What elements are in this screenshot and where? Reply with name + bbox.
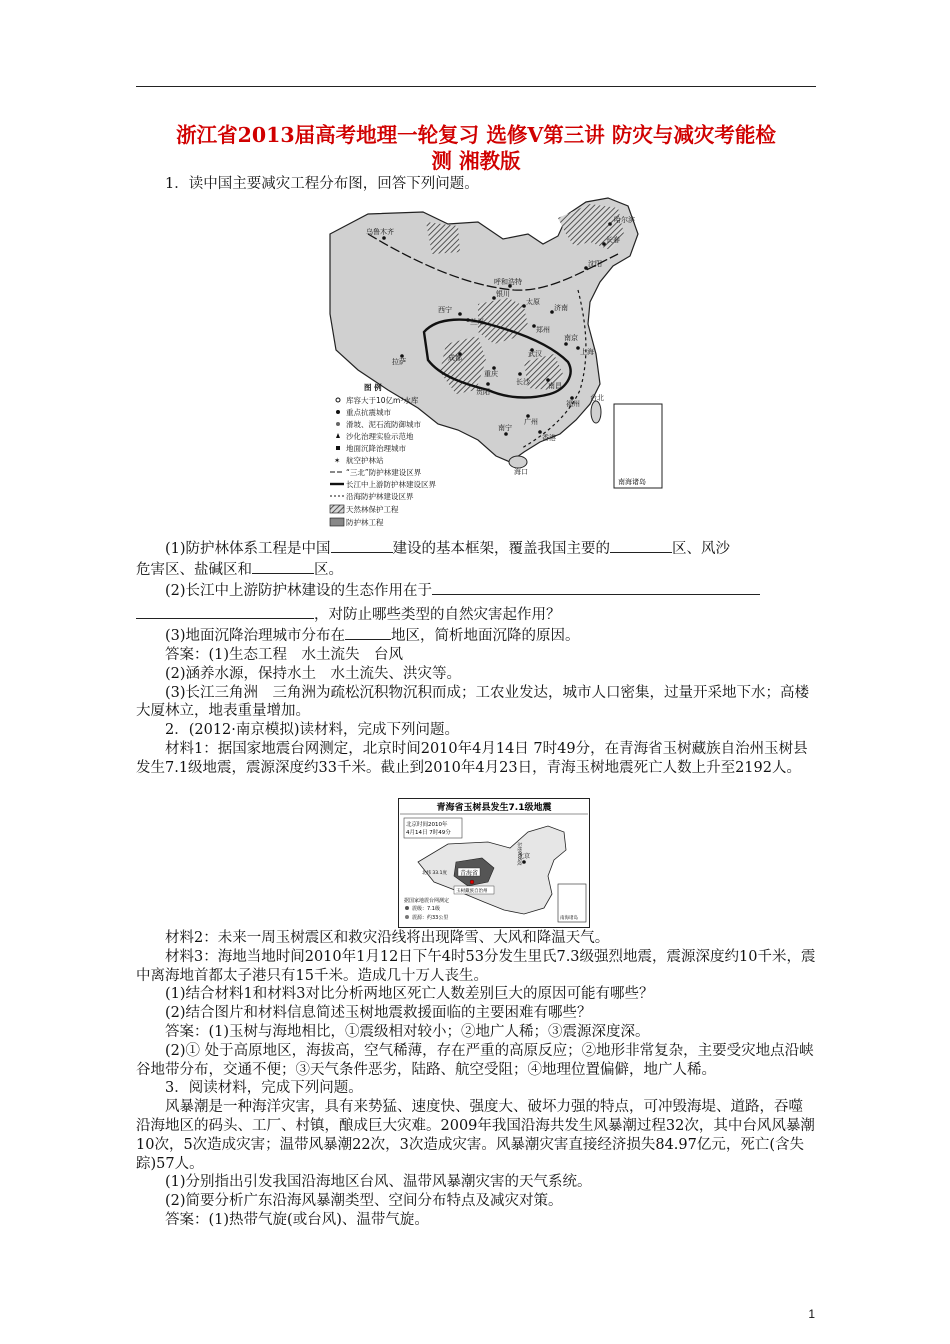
city-label: 南昌 (548, 382, 562, 390)
city-label: 太原 (526, 298, 540, 306)
city-label: 郑州 (536, 326, 550, 334)
city-label: 南宁 (498, 424, 512, 432)
depth-label: 震源：约33公里 (412, 915, 449, 921)
q1-stem-block (136, 175, 816, 194)
q1-sub3: (3)地面沉降治理城市分布在 地区，简析地面沉降的原因。 (136, 625, 816, 646)
legend-item: 航空护林站 (346, 456, 384, 465)
city-label: 兰州 (470, 318, 484, 326)
q1-sub1-cont: 危害区、盐碱区和 区。 (136, 559, 816, 580)
city-label: 重庆 (484, 370, 498, 378)
city-label: 拉萨 (392, 358, 406, 366)
q1-answer-1: 答案：(1)生态工程 水土流失 台风 (165, 646, 404, 663)
south-sea-inset-label: 南海诸岛 (618, 478, 646, 486)
legend-item: 重点抗震城市 (346, 408, 391, 417)
q2-sub1: (1)结合材料1和材料3对比分析两地区死亡人数差别巨大的原因可能有哪些？ (165, 986, 654, 1003)
hatch-xinjiang (426, 222, 460, 254)
yushu-time-line1: 北京时间2010年 (406, 822, 448, 828)
q2-material-1: 材料1：据国家地震台网测定，北京时间2010年4月14日 7时49分，在青海省玉树藏族自治州玉树县发生7.1级地震，震源深度约33千米。截止到2010年4月23日，青海玉树地震死亡人数上升至2192人。 (136, 740, 808, 776)
answer-blank[interactable] (610, 538, 672, 553)
taiwan-island (591, 401, 601, 423)
epicenter-label: 玉树藏族自治州 (456, 889, 488, 894)
q3-stem: 3．阅读材料，完成下列问题。 (165, 1080, 363, 1097)
q1-answer-3: (3)长江三角洲 三角洲为疏松沉积物沉积而成；工农业发达，城市人口密集，过量开采地下水；高楼大厦林立，地表重量增加。 (136, 684, 810, 720)
q1-sub1: (1)防护林体系工程是中国 建设的基本框架，覆盖我国主要的 区、风沙 (136, 538, 816, 559)
beijing-label: 北京 (518, 853, 531, 860)
title-line-1: 浙江省2013届高考地理一轮复习 选修Ⅴ第三讲 防灾与减灾考能检 (176, 123, 776, 147)
answer-blank[interactable] (331, 538, 393, 553)
q2-material-2: 材料2：未来一周玉树震区和救灾沿线将出现降雪、大风和降温天气。 (165, 930, 610, 946)
q2-q3-block (136, 929, 816, 1230)
q2-answer-1: 答案：(1)玉树与海地相比，①震级相对较小；②地广人稀；③震源深度深。 (165, 1023, 650, 1040)
header-rule (136, 86, 816, 87)
answer-blank[interactable] (136, 604, 314, 619)
south-sea-inset-label: 南海诸岛 (560, 916, 578, 921)
city-label: 乌鲁木齐 (366, 228, 394, 236)
legend-item: 滑坡、泥石流防御城市 (346, 420, 421, 429)
q3-sub2: (2)简要分析广东沿海风暴潮类型、空间分布特点及减灾对策。 (165, 1193, 563, 1210)
yushu-time-line2: 4月14日 7时49分 (406, 830, 451, 836)
yushu-map-title: 青海省玉树县发生7.1级地震 (436, 803, 552, 813)
document-title (136, 122, 816, 174)
yushu-earthquake-map (398, 798, 590, 928)
legend-item: “三北”防护林建设区界 (346, 468, 422, 477)
city-label: 西宁 (438, 306, 452, 314)
lat-label: 北纬 33.1度 (422, 871, 447, 876)
q1-answer-2: (2)涵养水源，保持水土 水土流失、洪灾等。 (165, 665, 462, 682)
city-label: 银川 (496, 290, 510, 298)
legend-item: 天然林保护工程 (346, 505, 399, 514)
q2-answer-2: (2)① 处于高原地区，海拔高，空气稀薄，存在严重的高原反应；②地形非常复杂，主要受灾地点沿峡谷地带分布，交通不便；③天气条件恶劣，陆路、航空受阻；④地理位置偏僻，地广人稀。 (136, 1042, 814, 1078)
q2-sub2: (2)结合图片和材料信息简述玉树地震救援面临的主要困难有哪些？ (165, 1005, 592, 1022)
answer-blank[interactable] (345, 625, 391, 640)
legend-symbol: ✶ (334, 456, 341, 465)
city-label: 济南 (554, 304, 568, 312)
q1-sub2-cont: ，对防止哪些类型的自然灾害起作用？ (136, 604, 816, 625)
magnitude-label: 震级：7.1级 (412, 906, 440, 912)
city-label: 台北 (590, 394, 604, 402)
q2-stem: 2．(2012·南京模拟)读材料，完成下列问题。 (165, 722, 460, 739)
legend-title: 图 例 (364, 383, 382, 392)
yushu-map-svg (398, 798, 590, 928)
city-label: 哈尔滨 (614, 216, 635, 224)
lon-label: 东经96.6度 (516, 842, 521, 866)
city-label: 呼和浩特 (494, 278, 522, 286)
q1-questions (136, 538, 816, 778)
legend-item: 长江中上游防护林建设区界 (346, 480, 436, 489)
city-label: 南京 (564, 334, 578, 342)
south-sea-inset (614, 404, 662, 488)
q1-stem: 1．读中国主要减灾工程分布图，回答下列问题。 (165, 176, 479, 192)
q2-material-3: 材料3：海地当地时间2010年1月12日下午4时53分发生里氏7.3级强烈地震，震源深度约10千米，震中离海地首都太子港只有15千米。造成几十万人丧生。 (136, 948, 816, 984)
q3-sub1: (1)分别指出引发我国沿海地区台风、温带风暴潮灾害的天气系统。 (165, 1174, 592, 1191)
china-disaster-map (328, 194, 668, 536)
title-line-2: 测 湘教版 (431, 149, 521, 173)
city-label: 海口 (514, 468, 528, 476)
answer-blank[interactable] (252, 559, 314, 574)
city-label: 沈阳 (588, 260, 602, 268)
hainan-island (509, 456, 527, 468)
legend-item: 地面沉降治理城市 (346, 444, 406, 453)
city-label: 上海 (580, 348, 594, 356)
china-map-svg (328, 194, 668, 536)
city-label: 贵阳 (476, 388, 490, 396)
city-label: 香港 (542, 434, 556, 442)
q3-answer-1: 答案：(1)热带气旋(或台风)、温带气旋。 (165, 1211, 429, 1228)
q1-sub2: (2)长江中上游防护林建设的生态作用在于 (136, 580, 816, 601)
legend-item: 沙化治理实验示范地 (346, 432, 414, 441)
page-number: 1 (808, 1307, 815, 1321)
city-label: 长沙 (516, 378, 530, 386)
answer-blank[interactable] (432, 580, 760, 595)
legend-item: 沿海防护林建设区界 (346, 492, 414, 501)
city-label: 福州 (566, 400, 580, 408)
legend-item: 防护林工程 (346, 518, 384, 527)
qinghai-label: 青海省 (460, 870, 479, 877)
city-label: 广州 (524, 418, 538, 426)
q3-paragraph: 风暴潮是一种海洋灾害，具有来势猛、速度快、强度大、破坏力强的特点，可冲毁海堤、道路，吞噬沿海地区的码头、工厂、村镇，酿成巨大灾难。2009年我国沿海共发生风暴潮过程32次，其中台风风暴潮10次，5次造成灾害；温带风暴潮22次，3次造成灾害。风暴潮灾害直接经济损失84.97亿元，死亡(含失踪)57人。 (136, 1099, 815, 1172)
city-label: 长春 (606, 236, 620, 244)
city-label: 武汉 (528, 350, 542, 358)
legend-item: 库容大于10亿m³水库 (346, 396, 419, 405)
source-label: 据国家地震台网测定 (404, 898, 450, 904)
city-label: 成都 (448, 354, 462, 362)
